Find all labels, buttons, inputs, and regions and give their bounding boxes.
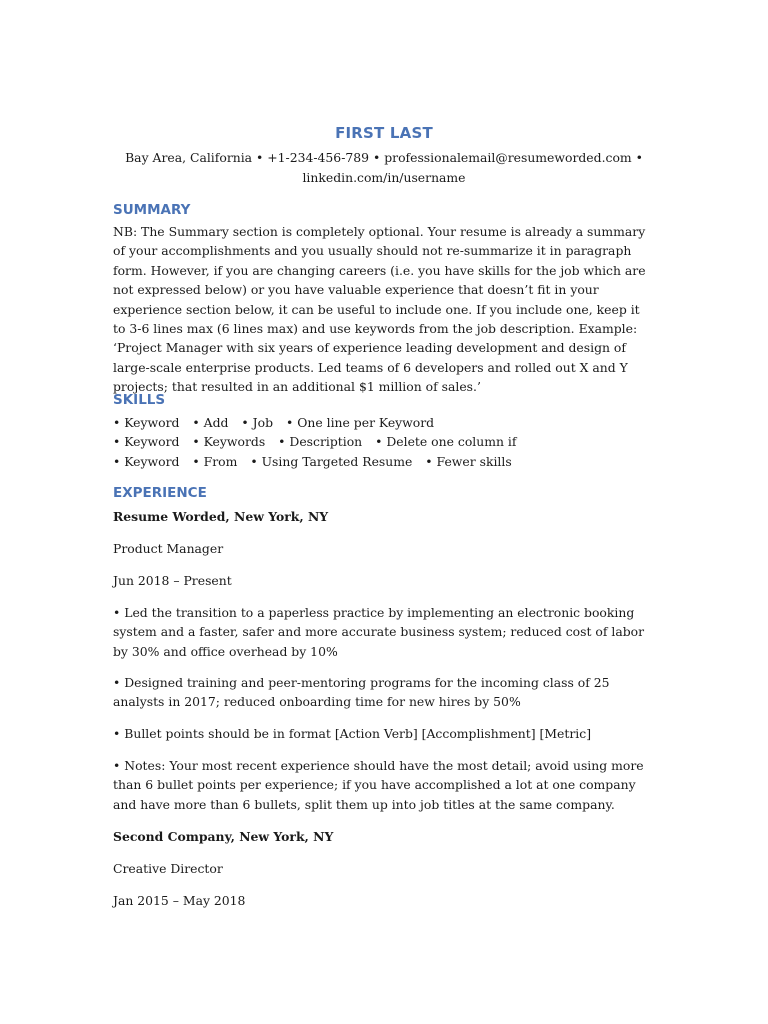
job-title: Product Manager [113, 541, 224, 556]
skill-item: • Keywords [192, 434, 266, 449]
skill-item: • Keyword [113, 454, 180, 469]
skills-row-1 [113, 413, 443, 433]
summary-text: NB: The Summary section is completely optional. Your resume is already a summary of your accomplishments and you usually should not re-summarize it in paragraph form. However, if you are changing careers (i.e. you have skills for the job which are not expressed below) or you have valuable experience that doesn’t fit in your experience section below, it can be useful to include one. If you include one, keep it to 3-6 lines max (6 lines max) and use keywords from the job description. Example: ‘Project Manager with six years of experience leading development and design of large-scale enterprise products. Led teams of 6 developers and rolled out X and Y projects; that resulted in an additional $1 million of sales.’ [113, 224, 646, 395]
job-dates: Jan 2015 – May 2018 [113, 893, 246, 908]
experience-bullet: • Bullet points should be in format [Action Verb] [Accomplishment] [Metric] [113, 726, 592, 741]
contact-line-1: Bay Area, California • +1-234-456-789 • professionalemail@resumeworded.com • [125, 150, 643, 165]
skill-item: • Fewer skills [425, 454, 512, 469]
skills-row-2 [113, 432, 525, 452]
job-title: Creative Director [113, 861, 223, 876]
skill-item: • Job [241, 415, 274, 430]
contact-info [113, 148, 655, 188]
job-dates: Jun 2018 – Present [113, 573, 232, 588]
skill-item: • Add [192, 415, 229, 430]
contact-line-2: linkedin.com/in/username [302, 170, 466, 185]
candidate-name: FIRST LAST [335, 124, 433, 142]
experience-heading: EXPERIENCE [113, 485, 207, 501]
experience-bullet: • Led the transition to a paperless practice by implementing an electronic booking system and a faster, safer and more accurate business system; reduced cost of labor by 30% and office overhead by 10% [113, 605, 645, 659]
skill-item: • Keyword [113, 415, 180, 430]
skill-item: • Description [278, 434, 363, 449]
experience-bullet: • Notes: Your most recent experience should have the most detail; avoid using more than 6 bullet points per experience; if you have accomplished a lot at one company and have more than 6 bullets, split them up into job titles at the same company. [113, 758, 644, 812]
skills-heading: SKILLS [113, 392, 166, 408]
skill-item: • Keyword [113, 434, 180, 449]
company-name: Second Company, New York, NY [113, 829, 334, 844]
experience-bullet: • Designed training and peer-mentoring programs for the incoming class of 25 analysts in 2017; reduced onboarding time for new hires by 50% [113, 675, 610, 710]
skill-item: • From [192, 454, 238, 469]
summary-heading: SUMMARY [113, 202, 191, 218]
skills-row-3 [113, 452, 521, 472]
skill-item: • Delete one column if [375, 434, 517, 449]
skill-item: • Using Targeted Resume [250, 454, 413, 469]
company-name: Resume Worded, New York, NY [113, 509, 329, 524]
skill-item: • One line per Keyword [285, 415, 435, 430]
